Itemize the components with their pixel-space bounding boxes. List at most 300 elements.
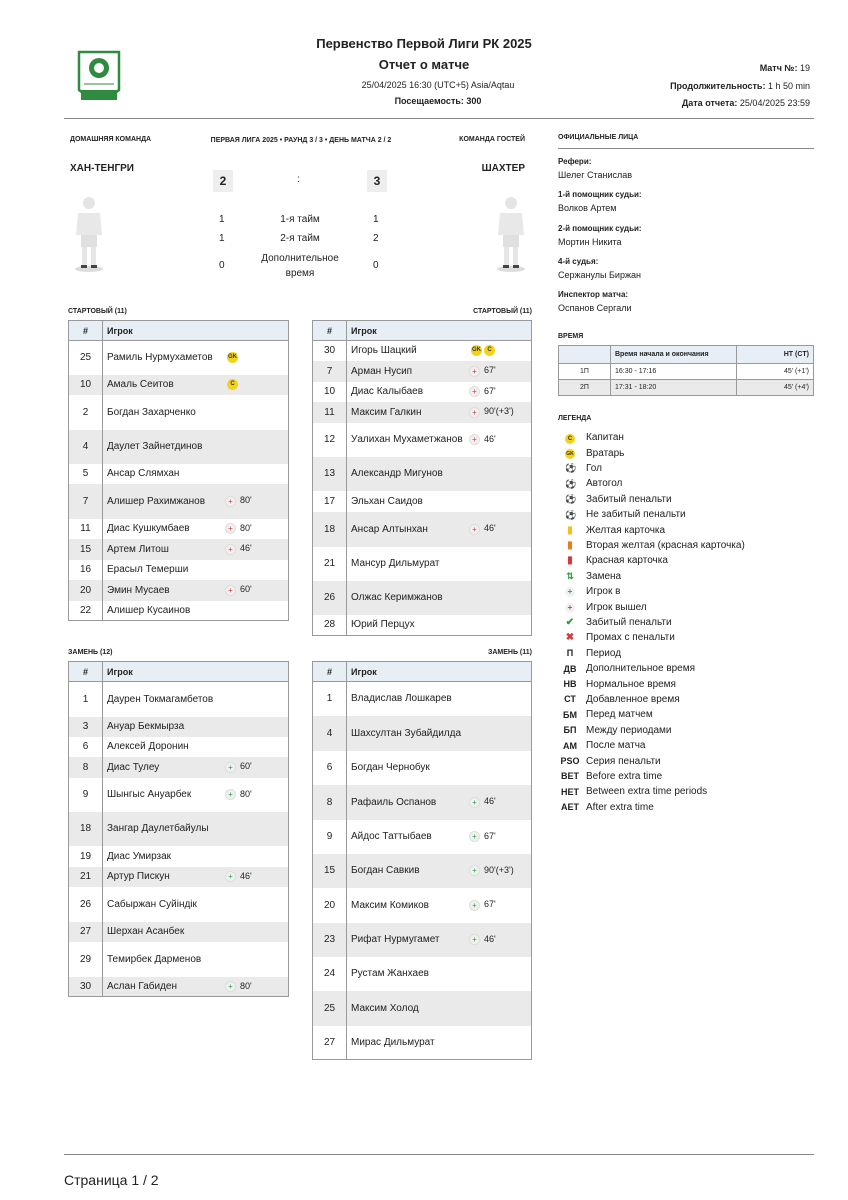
legend-abbreviation: ДВ bbox=[563, 663, 577, 674]
player-in-icon: + bbox=[225, 871, 236, 882]
substitution-event bbox=[225, 584, 252, 595]
sub-minute: 67' bbox=[484, 830, 496, 841]
match-duration: Продолжительность: 1 h 50 min bbox=[670, 81, 810, 91]
player-number: 23 bbox=[313, 923, 347, 957]
away-starting-table: # Игрок 30 Игорь Шацкий GK C 7 Арман Нусип + 67' 10 Диас Калыбаев + 67' 11 Максим Галкин + 90'(+3') 12 Уалихан Мухаметжанов + 46' 13 Александр Мигунов 17 Эльхан Саидов 18 Ансар Алтынхан + 46' 21 Мансур Дильмурат 26 Олжас Керимжанов 28 Юрий Перцух bbox=[312, 320, 532, 636]
player-number: 18 bbox=[313, 512, 347, 547]
table-row bbox=[69, 846, 289, 867]
home-score: 2 bbox=[213, 170, 233, 192]
sub-minute: 67' bbox=[484, 385, 496, 396]
sub-minute: 46' bbox=[484, 933, 496, 944]
pso-scored-icon: ✔ bbox=[565, 616, 575, 628]
player-name: Богдан Савкив bbox=[351, 865, 420, 876]
table-row bbox=[69, 601, 289, 621]
round-info: ПЕРВАЯ ЛИГА 2025 • РАУНД 3 / 3 • ДЕНЬ МАТЧА 2 / 2 bbox=[210, 137, 392, 144]
player-number: 21 bbox=[69, 867, 103, 887]
penalty-missed-icon: ⚽ bbox=[565, 509, 577, 520]
table-row bbox=[69, 737, 289, 757]
legend-item bbox=[560, 707, 653, 722]
player-number: 21 bbox=[313, 547, 347, 581]
table-row bbox=[69, 539, 289, 560]
player-number: 7 bbox=[69, 484, 103, 519]
match-datetime: 25/04/2025 16:30 (UTC+5) Asia/Aqtau bbox=[361, 80, 515, 90]
legend-text: Дополнительное время bbox=[586, 663, 696, 675]
table-row bbox=[313, 491, 532, 512]
player-name: Рафаиль Оспанов bbox=[351, 796, 437, 808]
sub-minute: 80' bbox=[240, 788, 252, 799]
player-name: Эмин Мусаев bbox=[107, 584, 170, 596]
player-in-icon: + bbox=[225, 789, 236, 800]
player-name: Даурен Токмагамбетов bbox=[107, 693, 214, 705]
table-row bbox=[313, 682, 532, 716]
player-name: Арман Нусип bbox=[351, 365, 413, 377]
assistant2-role: 2-й помощник судьи: bbox=[558, 224, 642, 233]
table-row bbox=[313, 854, 532, 888]
legend-item bbox=[560, 661, 695, 676]
report-date: Дата отчета: 25/04/2025 23:59 bbox=[681, 98, 810, 108]
substitution-event bbox=[469, 365, 496, 376]
table-row bbox=[69, 682, 289, 717]
half2-home: 1 bbox=[219, 233, 225, 244]
sub-minute: 46' bbox=[484, 523, 496, 534]
home-kit-icon bbox=[72, 193, 106, 273]
player-number: 10 bbox=[69, 375, 103, 395]
legend-text: Вратарь bbox=[586, 447, 625, 459]
player-number: 7 bbox=[313, 361, 347, 382]
player-number: 6 bbox=[69, 737, 103, 757]
player-number: 5 bbox=[69, 464, 103, 484]
table-row bbox=[313, 341, 532, 361]
footer-divider bbox=[64, 1154, 814, 1155]
legend-text: Серия пенальти bbox=[586, 755, 661, 767]
table-row bbox=[313, 820, 532, 854]
legend-text: Вторая желтая (красная карточка) bbox=[586, 539, 745, 551]
player-number: 22 bbox=[69, 601, 103, 621]
player-name: Юрий Перцух bbox=[351, 619, 415, 631]
player-name: Игорь Шацкий bbox=[351, 345, 417, 357]
time-row: 1П 16:30 - 17:16 45' (+1') bbox=[559, 364, 814, 380]
player-number: 20 bbox=[69, 580, 103, 601]
player-name: Диас Калыбаев bbox=[351, 386, 424, 397]
table-row bbox=[313, 382, 532, 402]
away-starting-label: СТАРТОВЫЙ (11) bbox=[473, 308, 532, 315]
sub-minute: 67' bbox=[484, 899, 496, 910]
player-number: 26 bbox=[69, 887, 103, 922]
player-number: 9 bbox=[69, 778, 103, 812]
player-name: Алексей Доронин bbox=[107, 741, 189, 752]
captain-icon: C bbox=[560, 432, 580, 444]
goal-icon: ⚽ bbox=[565, 463, 577, 474]
player-name: Шынгыс Ануарбек bbox=[107, 789, 192, 800]
time-row: 2П 17:31 - 18:20 45' (+4') bbox=[559, 380, 814, 396]
officials-divider bbox=[558, 148, 814, 149]
player-number: 29 bbox=[69, 942, 103, 977]
table-row bbox=[69, 887, 289, 922]
table-row bbox=[69, 484, 289, 519]
substitution-event bbox=[469, 406, 514, 417]
player-name: Максим Холод bbox=[351, 1002, 419, 1014]
away-team-name: ШАХТЕР bbox=[481, 163, 525, 174]
legend-text: Период bbox=[586, 647, 622, 659]
header-divider bbox=[64, 118, 814, 119]
player-in-icon: + bbox=[560, 586, 580, 597]
player-number: 13 bbox=[313, 457, 347, 491]
table-row bbox=[69, 395, 289, 430]
goalkeeper-icon: GK bbox=[471, 345, 482, 356]
sub-minute: 60' bbox=[240, 584, 252, 595]
half1-home: 1 bbox=[219, 214, 225, 225]
player-number: 11 bbox=[69, 519, 103, 539]
player-in-icon: + bbox=[469, 900, 480, 911]
player-name: Диас Умирзак bbox=[107, 850, 172, 862]
player-number: 27 bbox=[313, 1026, 347, 1060]
away-subs-label: ЗАМЕНЬ (11) bbox=[487, 649, 532, 656]
player-in-icon: + bbox=[225, 981, 236, 992]
player-name: Рустам Жанхаев bbox=[351, 968, 429, 979]
player-name: Ансар Алтынхан bbox=[351, 523, 428, 535]
player-name: Артем Литош bbox=[107, 543, 169, 555]
half1-label: 1-я тайм bbox=[280, 214, 320, 225]
player-out-icon: + bbox=[560, 602, 580, 613]
player-name: Шахсултан Зубайдилда bbox=[351, 727, 462, 739]
legend-item bbox=[560, 522, 665, 537]
substitution-event bbox=[225, 543, 252, 554]
sub-minute: 46' bbox=[240, 870, 252, 881]
legend-text: Between extra time periods bbox=[586, 786, 708, 798]
player-number: 1 bbox=[69, 682, 103, 717]
player-name: Амаль Сеитов bbox=[107, 379, 174, 390]
player-out-icon: + bbox=[225, 523, 236, 534]
assistant2-name: Мортин Никита bbox=[558, 237, 622, 247]
extra-label: Дополнительное время bbox=[261, 253, 339, 279]
table-row bbox=[69, 519, 289, 539]
legend-abbreviation: PSO bbox=[560, 756, 580, 767]
legend-label: ЛЕГЕНДА bbox=[558, 415, 592, 422]
legend-item bbox=[560, 569, 621, 584]
table-row bbox=[69, 560, 289, 580]
player-name: Богдан Захарченко bbox=[107, 406, 196, 418]
player-name: Диас Кушкумбаев bbox=[107, 523, 190, 534]
second-yellow-icon: ▮ bbox=[567, 539, 573, 551]
legend-text: Не забитый пенальти bbox=[586, 509, 686, 521]
legend-abbreviation: НВ bbox=[563, 679, 577, 690]
page-number: Страница 1 / 2 bbox=[64, 1172, 159, 1188]
substitution-event bbox=[469, 386, 496, 397]
player-number: 24 bbox=[313, 957, 347, 991]
legend-text: Промах с пенальти bbox=[586, 632, 675, 644]
home-starting-table: # Игрок 25 Рамиль Нурмухаметов GK 10 Амаль Сеитов C 2 Богдан Захарченко 4 Даулет Зайнетдинов 5 Ансар Слямхан 7 Алишер Рахимжанов + 80' 11 Диас Кушкумбаев + 80' 15 Артем Литош + 46' 16 Ерасыл Темерши 20 Эмин Мусаев + 60' 22 Алишер Кусаинов bbox=[68, 320, 289, 621]
player-number: 11 bbox=[313, 402, 347, 423]
goalkeeper-icon: GK bbox=[566, 451, 574, 458]
legend-text: Автогол bbox=[586, 478, 623, 490]
player-name: Сабыржан Суйіндік bbox=[107, 898, 197, 910]
player-name: Диас Тулеу bbox=[107, 761, 160, 773]
legend-text: Игрок в bbox=[586, 586, 621, 598]
home-subs-label: ЗАМЕНЬ (12) bbox=[68, 649, 113, 656]
table-row bbox=[313, 402, 532, 423]
pso-missed-icon: ✖ bbox=[565, 632, 575, 644]
player-number: 17 bbox=[313, 491, 347, 512]
player-number: 25 bbox=[313, 991, 347, 1026]
substitution-event bbox=[225, 523, 252, 534]
player-number: 12 bbox=[313, 423, 347, 457]
player-out-icon: + bbox=[225, 496, 236, 507]
player-name: Максим Галкин bbox=[351, 406, 422, 418]
legend-abbreviation: БП bbox=[563, 725, 577, 736]
fourth-official-role: 4-й судья: bbox=[558, 257, 599, 266]
legend-item bbox=[560, 430, 624, 445]
player-in-icon: + bbox=[469, 934, 480, 945]
substitution-event bbox=[469, 865, 514, 876]
legend-text: Забитый пенальти bbox=[586, 493, 672, 505]
extra-home: 0 bbox=[219, 260, 225, 271]
substitution-event bbox=[469, 434, 496, 445]
sub-minute: 60' bbox=[240, 761, 252, 772]
substitution-event bbox=[469, 796, 496, 807]
legend-item bbox=[560, 553, 668, 568]
legend-abbreviation: БМ bbox=[563, 709, 577, 720]
legend-item bbox=[560, 723, 672, 738]
substitution-event bbox=[469, 523, 496, 534]
player-number: 1 bbox=[313, 682, 347, 716]
time-table: Время начала и окончания HT (CT) 1П 16:30 - 17:16 45' (+1') 2П 17:31 - 18:20 45' (+4') bbox=[558, 345, 814, 396]
player-out-icon: + bbox=[225, 585, 236, 596]
half2-away: 2 bbox=[373, 233, 379, 244]
table-row bbox=[313, 923, 532, 957]
player-name: Темирбек Дарменов bbox=[107, 953, 202, 965]
sub-minute: 46' bbox=[484, 796, 496, 807]
inspector-role: Инспектор матча: bbox=[558, 290, 629, 299]
sub-minute: 80' bbox=[240, 522, 252, 533]
table-row bbox=[69, 464, 289, 484]
player-name: Алишер Кусаинов bbox=[107, 604, 191, 616]
player-number: 10 bbox=[313, 382, 347, 402]
referee-role: Рефери: bbox=[558, 157, 592, 166]
table-row bbox=[69, 867, 289, 887]
legend-item bbox=[560, 753, 661, 768]
attendance: Посещаемость: 300 bbox=[394, 96, 482, 106]
sub-minute: 67' bbox=[484, 365, 496, 376]
legend-abbreviation: СТ bbox=[564, 694, 576, 705]
legend-abbreviation: АМ bbox=[563, 740, 577, 751]
legend-item bbox=[560, 538, 745, 553]
legend-item bbox=[560, 476, 622, 491]
player-name: Аслан Габиден bbox=[107, 980, 178, 992]
own-goal-icon: ⚽ bbox=[565, 478, 577, 489]
table-row bbox=[313, 751, 532, 785]
legend-text: Между периодами bbox=[586, 724, 672, 736]
legend-text: Игрок вышел bbox=[586, 601, 647, 613]
legend-item bbox=[560, 599, 647, 614]
home-team-label: ДОМАШНЯЯ КОМАНДА bbox=[70, 136, 152, 143]
table-row bbox=[313, 888, 532, 923]
substitution-event bbox=[469, 934, 496, 945]
table-row bbox=[313, 361, 532, 382]
player-number: 8 bbox=[313, 785, 347, 820]
substitution-event bbox=[469, 831, 496, 842]
table-row bbox=[313, 423, 532, 457]
player-number: 30 bbox=[313, 341, 347, 361]
player-number: 3 bbox=[69, 717, 103, 737]
player-name: Уалихан Мухаметжанов bbox=[351, 434, 463, 445]
player-number: 25 bbox=[69, 341, 103, 375]
legend-abbreviation: BET bbox=[561, 771, 579, 782]
table-row bbox=[69, 942, 289, 977]
table-row bbox=[313, 457, 532, 491]
player-number: 27 bbox=[69, 922, 103, 942]
extra-away: 0 bbox=[373, 260, 379, 271]
legend-item bbox=[560, 738, 646, 753]
score-separator: : bbox=[297, 174, 300, 185]
player-out-icon: + bbox=[469, 434, 480, 445]
table-row bbox=[313, 991, 532, 1026]
table-row bbox=[69, 717, 289, 737]
assistant1-name: Волков Артем bbox=[558, 203, 617, 213]
table-row bbox=[69, 922, 289, 942]
player-name: Богдан Чернобук bbox=[351, 762, 430, 773]
player-name: Максим Комиков bbox=[351, 899, 429, 911]
player-name: Олжас Керимжанов bbox=[351, 592, 443, 603]
table-row bbox=[313, 716, 532, 751]
table-row bbox=[69, 375, 289, 395]
legend-item bbox=[560, 615, 672, 630]
substitution-event bbox=[225, 789, 252, 800]
table-row bbox=[69, 977, 289, 997]
legend-item bbox=[560, 445, 624, 460]
table-row bbox=[69, 580, 289, 601]
player-in-icon: + bbox=[225, 762, 236, 773]
player-in-icon: + bbox=[469, 797, 480, 808]
legend-text: Замена bbox=[586, 570, 622, 582]
table-row bbox=[313, 615, 532, 636]
legend-text: After extra time bbox=[586, 801, 654, 813]
inspector-name: Оспанов Сергали bbox=[558, 303, 632, 313]
table-row bbox=[69, 778, 289, 812]
player-name: Артур Пискун bbox=[107, 871, 170, 882]
assistant1-role: 1-й помощник судьи: bbox=[558, 190, 642, 199]
match-number: Матч №: 19 bbox=[759, 63, 810, 73]
player-name: Ерасыл Темерши bbox=[107, 564, 189, 575]
fourth-official-name: Сержанулы Биржан bbox=[558, 270, 641, 280]
table-row bbox=[69, 341, 289, 375]
legend-item bbox=[560, 492, 672, 507]
legend-item bbox=[560, 784, 707, 799]
player-name: Мирас Дильмурат bbox=[351, 1036, 435, 1048]
player-name: Айдос Таттыбаев bbox=[351, 831, 432, 842]
legend-abbreviation: П bbox=[566, 648, 574, 659]
legend-text: После матча bbox=[586, 740, 646, 752]
legend-text: Желтая карточка bbox=[586, 524, 666, 536]
legend-text: Капитан bbox=[586, 432, 624, 444]
sub-minute: 46' bbox=[240, 543, 252, 554]
home-starting-label: СТАРТОВЫЙ (11) bbox=[68, 308, 127, 315]
legend-text: Гол bbox=[586, 462, 602, 474]
legend-item bbox=[560, 676, 676, 691]
player-number: 16 bbox=[69, 560, 103, 580]
substitution-event bbox=[225, 761, 252, 772]
table-row bbox=[313, 547, 532, 581]
legend-text: Добавленное время bbox=[586, 693, 680, 705]
table-row bbox=[69, 430, 289, 464]
player-number: 2 bbox=[69, 395, 103, 430]
sub-minute: 46' bbox=[484, 433, 496, 444]
table-row bbox=[313, 957, 532, 991]
player-name: Шерхан Асанбек bbox=[107, 926, 185, 937]
home-subs-table: # Игрок 1 Даурен Токмагамбетов 3 Ануар Бекмырза 6 Алексей Доронин 8 Диас Тулеу + 60' 9 Шынгыс Ануарбек + 80' 18 Зангар Даулетбайулы 19 Диас Умирзак 21 Артур Пискун + 46' 26 Сабыржан Суйіндік 27 Шерхан Асанбек 29 Темирбек Дарменов 30 Аслан Габиден + 80' bbox=[68, 661, 289, 997]
substitution-event bbox=[225, 981, 252, 992]
player-in-icon: + bbox=[469, 831, 480, 842]
sub-minute: 90'(+3') bbox=[484, 864, 514, 875]
player-name: Мансур Дильмурат bbox=[351, 558, 440, 569]
table-row bbox=[69, 757, 289, 778]
report-subtitle: Отчет о матче bbox=[378, 57, 470, 72]
table-row bbox=[69, 812, 289, 846]
player-name: Зангар Даулетбайулы bbox=[107, 823, 209, 834]
page-title: Первенство Первой Лиги РК 2025 bbox=[316, 36, 532, 51]
player-number: 30 bbox=[69, 977, 103, 997]
half1-away: 1 bbox=[373, 214, 379, 225]
officials-label: ОФИЦИАЛЬНЫЕ ЛИЦА bbox=[558, 134, 639, 141]
player-name: Ануар Бекмырза bbox=[107, 721, 185, 732]
away-team-label: КОМАНДА ГОСТЕЙ bbox=[459, 136, 525, 143]
table-row bbox=[313, 1026, 532, 1060]
legend-abbreviation: HET bbox=[561, 786, 579, 797]
player-number: 4 bbox=[69, 430, 103, 464]
half2-label: 2-я тайм bbox=[280, 233, 320, 244]
player-number: 28 bbox=[313, 615, 347, 636]
legend-item bbox=[560, 800, 654, 815]
player-out-icon: + bbox=[469, 386, 480, 397]
legend-item bbox=[560, 507, 686, 522]
legend-item bbox=[560, 584, 620, 599]
player-name: Алишер Рахимжанов bbox=[107, 495, 206, 507]
sub-minute: 80' bbox=[240, 980, 252, 991]
away-kit-icon bbox=[494, 193, 528, 273]
referee-name: Шелег Станислав bbox=[558, 170, 633, 180]
player-number: 20 bbox=[313, 888, 347, 923]
substitution-icon: ⇅ bbox=[566, 571, 574, 582]
sub-minute: 90'(+3') bbox=[484, 406, 514, 417]
substitution-event bbox=[225, 871, 252, 882]
legend-item bbox=[560, 630, 675, 645]
player-number: 4 bbox=[313, 716, 347, 751]
player-number: 18 bbox=[69, 812, 103, 846]
penalty-scored-icon: ⚽ bbox=[565, 494, 577, 505]
player-out-icon: + bbox=[469, 407, 480, 418]
player-name: Владислав Лошкарев bbox=[351, 693, 452, 705]
legend-text: Нормальное время bbox=[586, 678, 676, 690]
table-row bbox=[313, 581, 532, 615]
legend-item bbox=[560, 646, 621, 661]
legend-text: Перед матчем bbox=[586, 709, 653, 721]
player-in-icon: + bbox=[469, 865, 480, 876]
sub-minute: 80' bbox=[240, 495, 252, 506]
away-score: 3 bbox=[367, 170, 387, 192]
away-subs-table: # Игрок 1 Владислав Лошкарев 4 Шахсултан Зубайдилда 6 Богдан Чернобук 8 Рафаиль Оспанов + 46' 9 Айдос Таттыбаев + 67' 15 Богдан Савкив + 90'(+3') 20 Максим Комиков + 67' 23 Рифат Нурмугамет + 46' 24 Рустам Жанхаев 25 Максим Холод 27 Мирас Дильмурат bbox=[312, 661, 532, 1060]
legend-item bbox=[560, 769, 662, 784]
player-out-icon: + bbox=[469, 524, 480, 535]
table-row bbox=[313, 785, 532, 820]
substitution-event bbox=[469, 899, 496, 910]
legend-item bbox=[560, 692, 680, 707]
time-label: ВРЕМЯ bbox=[558, 333, 584, 340]
substitution-event bbox=[225, 495, 252, 506]
goalkeeper-icon: GK bbox=[227, 352, 238, 363]
captain-icon: C bbox=[227, 379, 238, 390]
yellow-card-icon: ▮ bbox=[567, 524, 573, 536]
player-number: 19 bbox=[69, 846, 103, 867]
legend-abbreviation: AET bbox=[561, 802, 579, 813]
